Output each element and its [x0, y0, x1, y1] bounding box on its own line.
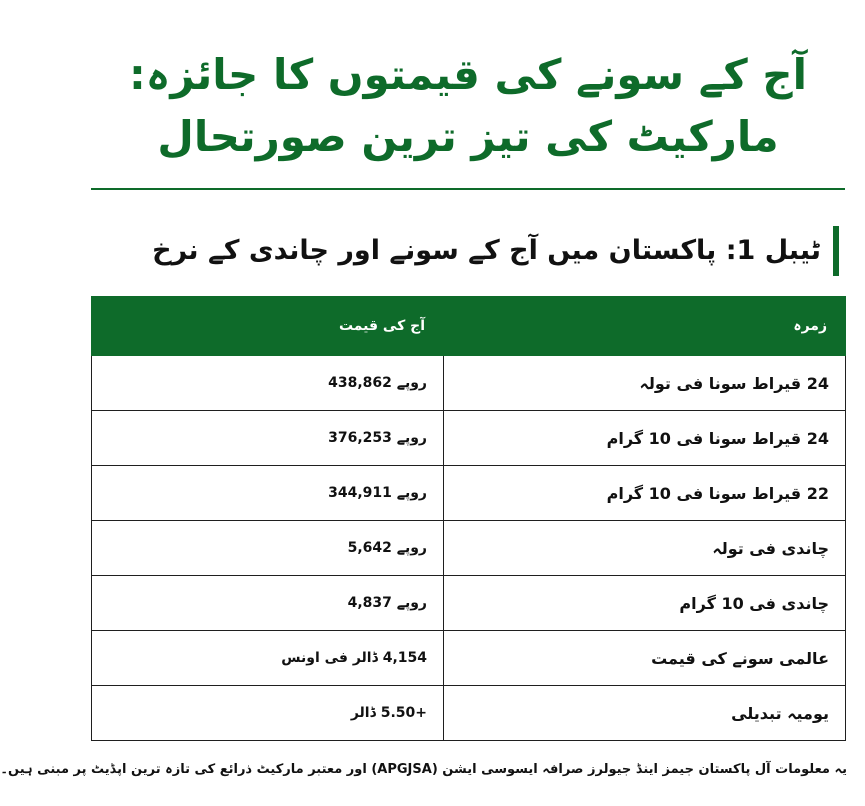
table-row: [92, 466, 846, 521]
header-price: آج کی قیمت: [92, 297, 444, 356]
row-price: 4,154 ڈالر فی اونس: [92, 631, 444, 686]
table-row: [92, 356, 846, 411]
row-category: چاندی فی 10 گرام: [444, 576, 846, 631]
row-category: چاندی فی تولہ: [444, 521, 846, 576]
header-category: زمرہ: [444, 297, 846, 356]
table-row: [92, 411, 846, 466]
row-category: 24 قیراط سونا فی تولہ: [444, 356, 846, 411]
row-category: یومیہ تبدیلی: [444, 686, 846, 741]
title-divider: [91, 188, 845, 190]
table-row: [92, 686, 846, 741]
row-price: روپے 5,642: [92, 521, 444, 576]
table-header-row: [92, 297, 846, 356]
row-category: عالمی سونے کی قیمت: [444, 631, 846, 686]
row-price: روپے 438,862: [92, 356, 444, 411]
table-heading: ٹیبل 1: پاکستان میں آج کے سونے اور چاندی کے نرخ: [91, 226, 839, 276]
article-title: آج کے سونے کی قیمتوں کا جائزہ: مارکیٹ کی تیز ترین صورتحال: [128, 50, 808, 161]
table-row: [92, 576, 846, 631]
row-category: 24 قیراط سونا فی 10 گرام: [444, 411, 846, 466]
row-price: روپے 344,911: [92, 466, 444, 521]
source-footnote: یہ معلومات آل پاکستان جیمز اینڈ جیولرز صرافہ ایسوسی ایشن (APGJSA) اور معتبر مارکیٹ ذرائع کی تازہ ترین اپڈیٹ پر مبنی ہیں۔: [0, 762, 847, 777]
table-row: [92, 631, 846, 686]
table-row: [92, 521, 846, 576]
row-category: 22 قیراط سونا فی 10 گرام: [444, 466, 846, 521]
gold-silver-rates-table: [91, 296, 846, 741]
row-price: روپے 4,837: [92, 576, 444, 631]
row-price: +5.50 ڈالر: [92, 686, 444, 741]
row-price: روپے 376,253: [92, 411, 444, 466]
